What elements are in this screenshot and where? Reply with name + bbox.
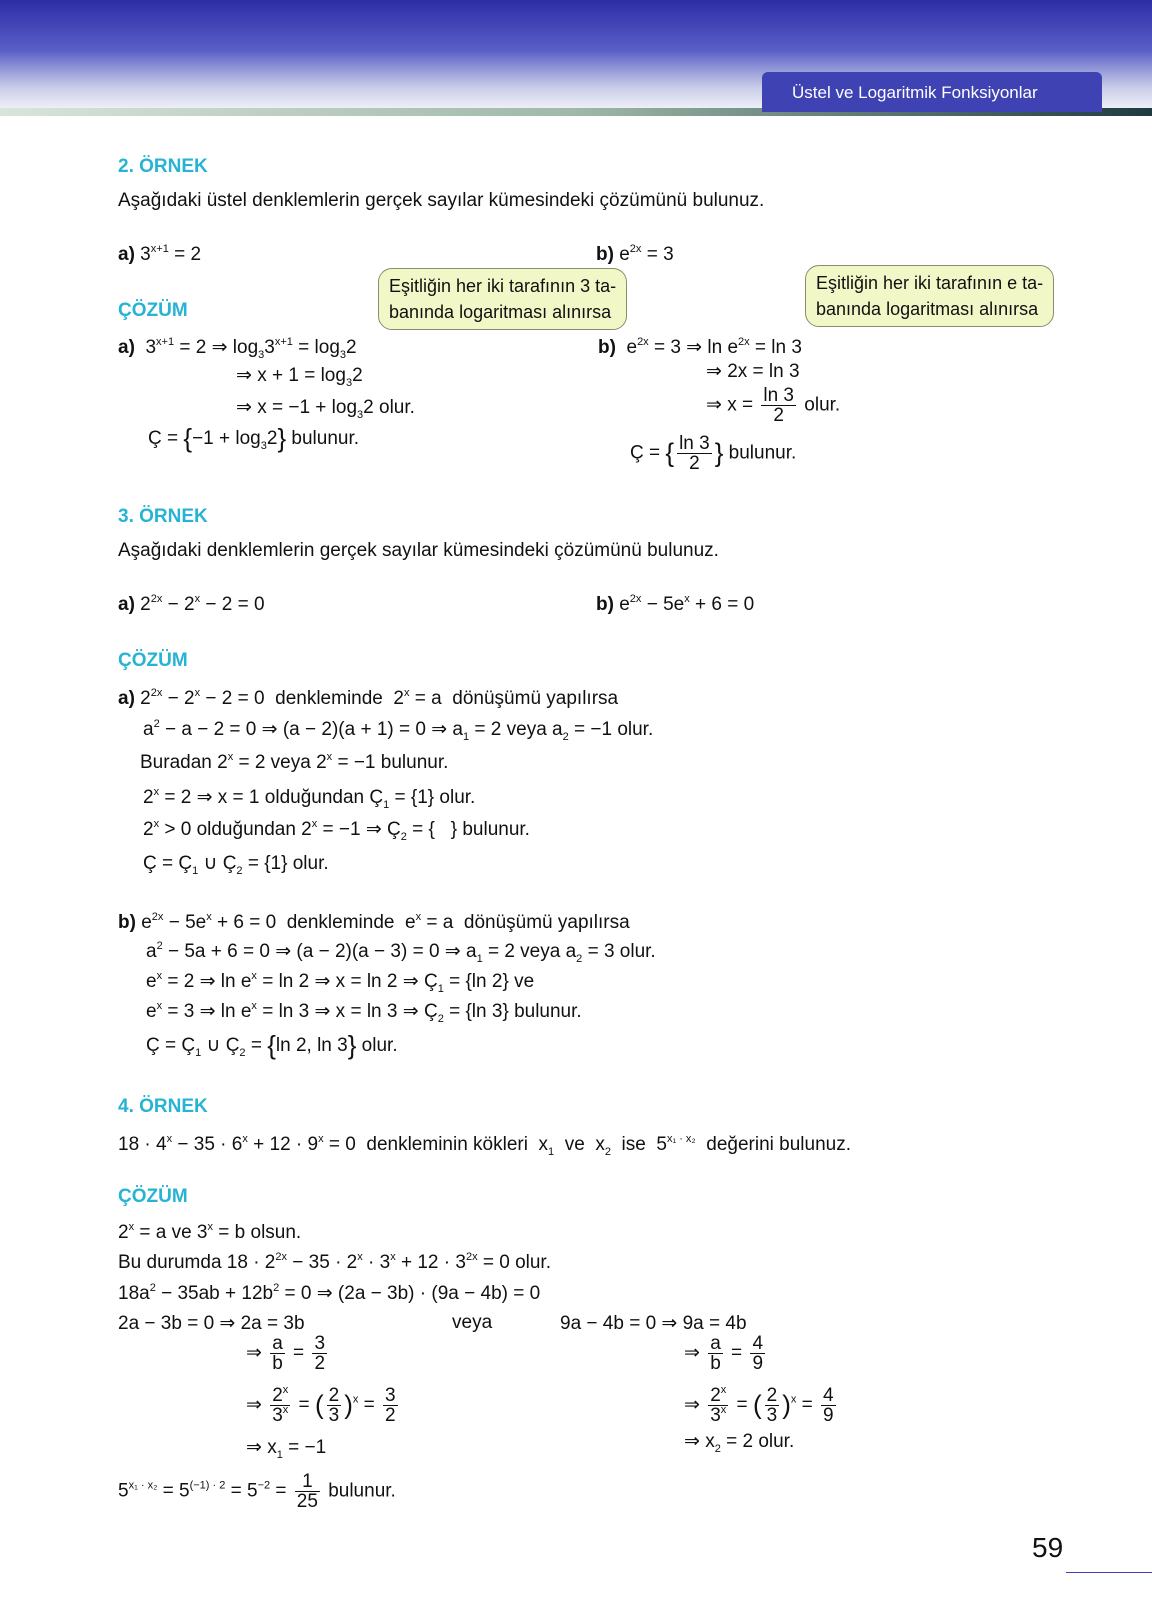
ex3-solution-heading: ÇÖZÜM — [118, 650, 188, 671]
hint-line: banında logaritması alınırsa — [389, 302, 612, 322]
ex4-right-line-2: ⇒ $\frac{a}{b}$ = $\frac{4}{9}$ — [684, 1333, 764, 1374]
ex3-a-equation: a) $2^{2x} - 2^x - 2 = 0$ — [118, 593, 265, 615]
page-number: 59 — [1032, 1532, 1064, 1563]
ex2-b-hint-bubble — [805, 265, 1054, 327]
ex4-left-line-3: ⇒ $\frac{2^x}{3^x}$ = ( $\frac{2}{3}$ )$^x$ = $\frac{3}{2}$ — [246, 1384, 396, 1426]
ex3-a-line-5: $2^x > 0$ olduğundan $2^x = -1$ ⇒ $Ç_2$ = { } bulunur. — [143, 818, 530, 843]
ex3-b-line-1: b) $e^{2x} - 5e^x + 6 = 0$ denkleminde $e^x = a$ dönüşümü yapılırsa — [118, 911, 630, 933]
ex2-b-step-3: ⇒ x = $\frac{\ln 3}{2}$ olur. — [706, 385, 841, 426]
ex3-b-line-2: $a^2 - 5a + 6 = 0$ ⇒ (a − 2)(a − 3) = 0 ⇒ $a_1 = 2$ veya $a_2 = 3$ olur. — [146, 940, 656, 965]
example-4-heading: 4. ÖRNEK — [118, 1096, 208, 1117]
ex3-a-line-1: a) $2^{2x} - 2^x - 2 = 0$ denkleminde $2^x = a$ dönüşümü yapılırsa — [118, 687, 619, 709]
ex4-line-2: Bu durumda $18 \cdot 2^{2x} - 35 \cdot 2^x \cdot 3^x + 12 \cdot 3^{2x} = 0$ olur. — [118, 1251, 551, 1273]
ex4-line-1: $2^x = a$ ve $3^x = b$ olsun. — [118, 1221, 302, 1243]
hint-line: Eşitliğin her iki tarafının 3 ta- — [389, 276, 617, 296]
example-2-heading: 2. ÖRNEK — [118, 156, 208, 177]
ex4-right-line-1: 9a − 4b = 0 ⇒ 9a = 4b — [560, 1313, 747, 1334]
ex3-b-result: Ç = $Ç_1$ ∪ $Ç_2 = \{\ln$ 2, ln 3} olur. — [146, 1030, 398, 1060]
ex3-a-line-4: $2^x = 2$ ⇒ x = 1 olduğundan $Ç_1 = \{1\}$ olur. — [143, 786, 476, 811]
ex3-a-line-6: Ç = $Ç_1$ ∪ $Ç_2 = \{1\}$ olur. — [143, 853, 329, 877]
ex3-b-line-4: $e^x = 3$ ⇒ $\ln e^x = \ln 3$ ⇒ x = ln 3 ⇒ $Ç_2 = \{\ln$ 3} bulunur. — [146, 1000, 582, 1025]
ex2-b-result: Ç = { $\frac{\ln 3}{2}$ } bulunur. — [630, 433, 797, 474]
ex4-right-line-3: ⇒ $\frac{2^x}{3^x}$ = ( $\frac{2}{3}$ )$^x$ = $\frac{4}{9}$ — [684, 1384, 834, 1426]
ex4-right-result: ⇒ $x_2 = 2$ olur. — [684, 1431, 795, 1455]
ex4-left-result: ⇒ $x_1 = -1$ — [246, 1437, 327, 1461]
ex2-solution-heading: ÇÖZÜM — [118, 300, 188, 321]
ex4-left-line-1: 2a − 3b = 0 ⇒ 2a = 3b — [118, 1313, 305, 1334]
ex4-left-line-2: ⇒ $\frac{a}{b}$ = $\frac{3}{2}$ — [246, 1333, 326, 1374]
ex4-solution-heading: ÇÖZÜM — [118, 1186, 188, 1207]
hint-line: banında logaritması alınırsa — [816, 299, 1039, 319]
ex3-b-line-3: $e^x = 2$ ⇒ $\ln e^x = \ln 2$ ⇒ x = ln 2 ⇒ $Ç_1 = \{\ln$ 2} ve — [146, 970, 535, 995]
ex2-a-result: Ç = $\{-1 + \log_32\}$ bulunur. — [148, 423, 360, 453]
example-3-prompt: Aşağıdaki denklemlerin gerçek sayılar kümesindeki çözümünü bulunuz. — [118, 540, 719, 561]
ex2-b-equation: b) $e^{2x} = 3$ — [596, 243, 674, 265]
chapter-title-tab — [762, 72, 1102, 112]
ex2-b-step-2: ⇒ 2x = ln 3 — [706, 361, 800, 382]
ex2-a-step-3: ⇒ $x = -1 + \log_32$ olur. — [236, 397, 415, 421]
example-4-prompt: $18 \cdot 4^x - 35 \cdot 6^x + 12 \cdot 9^x = 0$ denkleminin kökleri $x_1$ ve $x_2$ ise $5^{x_1 \cdot x_2}$ değerini bulunuz. — [118, 1133, 851, 1158]
page-number-underline — [1066, 1572, 1152, 1573]
ex4-veya: veya — [452, 1312, 493, 1333]
example-3-heading: 3. ÖRNEK — [118, 506, 208, 527]
ex2-a-step-2: ⇒ $x + 1 = \log_32$ — [236, 365, 363, 389]
ex2-b-step-1: b) $e^{2x} = 3$ ⇒ $\ln e^{2x} = \ln 3$ — [598, 336, 802, 358]
hint-line: Eşitliğin her iki tarafının e ta- — [816, 273, 1044, 293]
ex2-a-equation: a) $3^{x+1} = 2$ — [118, 243, 202, 265]
ex2-a-step-1: a) $3^{x+1} = 2$ ⇒ $\log_33^{x+1} = \log_32$ — [118, 336, 357, 361]
chapter-title: Üstel ve Logaritmik Fonksiyonlar — [792, 83, 1038, 102]
ex3-a-line-3: Buradan $2^x = 2$ veya $2^x = -1$ bulunur. — [140, 751, 449, 773]
ex3-a-line-2: $a^2 - a - 2 = 0$ ⇒ (a − 2)(a + 1) = 0 ⇒ $a_1 = 2$ veya $a_2 = -1$ olur. — [143, 718, 654, 743]
ex4-final: $5^{x_1 \cdot x_2} = 5^{(-1) \cdot 2} = 5^{-2}$ = $\frac{1}{25}$ bulunur. — [118, 1471, 396, 1512]
ex2-a-hint-bubble — [378, 268, 627, 330]
ex3-b-equation: b) $e^{2x} - 5e^x + 6 = 0$ — [596, 593, 755, 615]
example-2-prompt: Aşağıdaki üstel denklemlerin gerçek sayılar kümesindeki çözümünü bulunuz. — [118, 190, 765, 211]
ex4-line-3: $18a^2 - 35ab + 12b^2 = 0$ ⇒ (2a − 3b) · (9a − 4b) = 0 — [118, 1282, 541, 1304]
